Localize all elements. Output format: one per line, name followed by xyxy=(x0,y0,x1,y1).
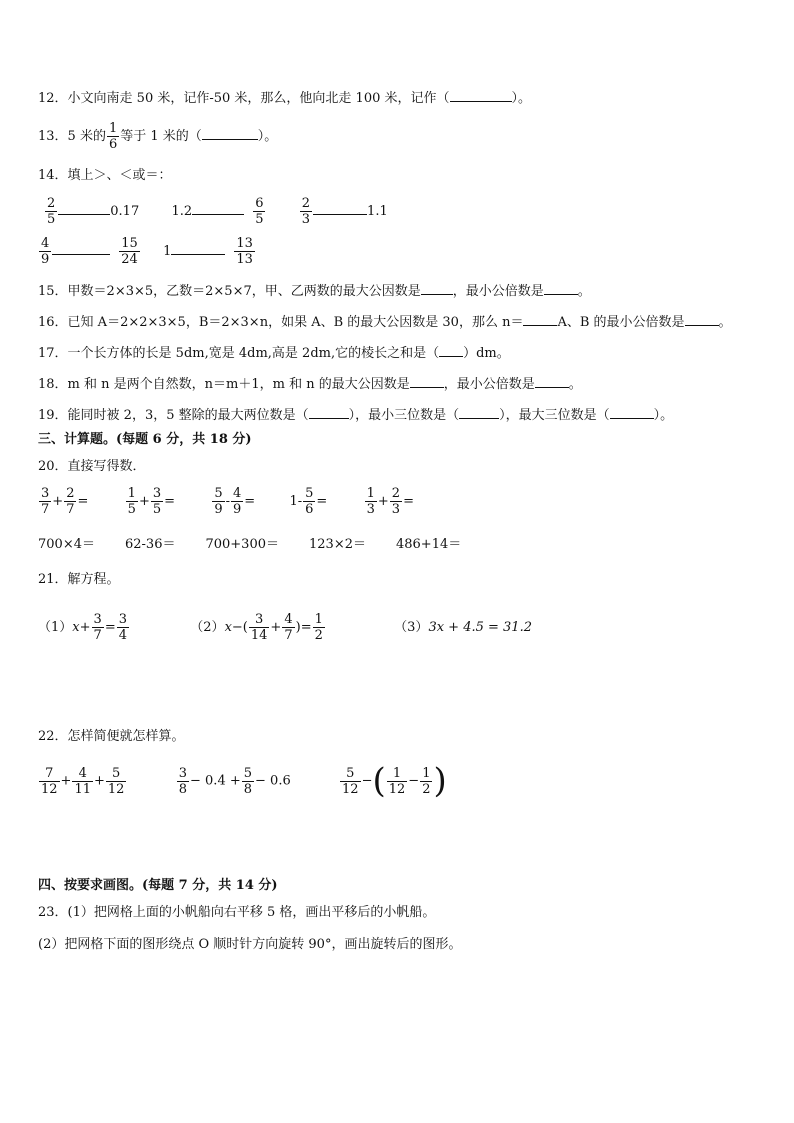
fraction: $\frac{4}{9}$ xyxy=(41,236,50,267)
answer-blank[interactable] xyxy=(202,127,258,140)
answer-blank[interactable] xyxy=(439,344,463,357)
question-20-integers: 700×4＝ 62-36＝ 700+300＝ 123×2＝ 486+14＝ xyxy=(38,537,462,552)
question-12: 12．小文向南走 50 米，记作-50 米，那么，他向北走 100 米，记作（ ）。 xyxy=(38,91,532,106)
question-20-fractions: $\frac{3}{7}$ + $\frac{2}{7}$ = $\frac{1}{5}$ + $\frac{3}{5}$ = $\frac{5}{9}$ - $\frac{4}{9}$ = 1- $\frac{5}{6}$ = $\frac{1}{3}$ + $\frac{2}{3}$ = xyxy=(41,486,414,517)
answer-blank[interactable] xyxy=(685,313,719,326)
question-17: 17．一个长方体的长是 5dm,宽是 4dm,高是 2dm,它的棱长之和是（ ）dm。 xyxy=(38,346,510,361)
answer-blank[interactable] xyxy=(459,406,499,419)
answer-blank[interactable] xyxy=(309,406,349,419)
fraction: $\frac{1}{6}$ xyxy=(108,121,118,152)
question-14: 14．填上＞、＜或＝： xyxy=(38,168,172,183)
question-21-equations: （1）x+ $\frac{3}{7}$ = $\frac{3}{4}$ （2）x−( $\frac{3}{14}$ + $\frac{4}{7}$ )= $\frac{1}{2}$ （3）3x + 4.5 = 31.2 xyxy=(38,612,532,643)
section-3-heading: 三、计算题。(每题 6 分，共 18 分) xyxy=(38,432,252,447)
answer-blank[interactable] xyxy=(313,202,367,215)
question-14-row-1: $\frac{2}{5}$ 0.17 1.2 $\frac{6}{5}$ $\frac{2}{3}$ 1.1 xyxy=(47,196,388,227)
answer-blank[interactable] xyxy=(52,242,110,255)
answer-blank[interactable] xyxy=(58,202,110,215)
question-15: 15．甲数＝2×3×5，乙数＝2×5×7，甲、乙两数的最大公因数是 ，最小公倍数是 。 xyxy=(38,284,591,299)
answer-blank[interactable] xyxy=(410,375,444,388)
question-21: 21．解方程。 xyxy=(38,572,120,587)
fraction: $\frac{15}{24}$ xyxy=(121,236,138,267)
question-18: 18．m 和 n 是两个自然数，n＝m＋1，m 和 n 的最大公因数是 ，最小公倍数是 。 xyxy=(38,377,582,392)
question-20: 20．直接写得数． xyxy=(38,459,146,474)
answer-blank[interactable] xyxy=(192,202,244,215)
fraction: $\frac{2}{3}$ xyxy=(301,196,311,227)
question-14-row-2: $\frac{4}{9}$ $\frac{15}{24}$ 1 $\frac{13}{13}$ xyxy=(41,236,253,267)
fraction: $\frac{6}{5}$ xyxy=(255,196,264,227)
question-22-expressions: $\frac{7}{12}$ + $\frac{4}{11}$ + $\frac{5}{12}$ $\frac{3}{8}$ − 0.4 + $\frac{5}{8}$ − 0.6 $\frac{5}{12}$ −( $\frac{1}{12}$ − $\frac{1}{2}$ ) xyxy=(41,761,447,801)
question-19: 19．能同时被 2，3，5 整除的最大两位数是（ ），最小三位数是（ ），最大三位数是（ ）。 xyxy=(38,408,674,423)
question-13: 13．5 米的 $\frac{1}{6}$ 等于 1 米的（ ）。 xyxy=(38,121,278,152)
question-16: 16．已知 A＝2×2×3×5，B＝2×3×n，如果 A、B 的最大公因数是 30，那么 n＝ A、B 的最小公倍数是 。 xyxy=(38,315,732,330)
question-23-part-2: (2）把网格下面的图形绕点 O 顺时针方向旋转 90°，画出旋转后的图形。 xyxy=(38,937,462,952)
answer-blank[interactable] xyxy=(544,282,578,295)
fraction: $\frac{13}{13}$ xyxy=(236,236,253,267)
answer-blank[interactable] xyxy=(171,242,225,255)
answer-blank[interactable] xyxy=(610,406,654,419)
section-4-heading: 四、按要求画图。(每题 7 分，共 14 分) xyxy=(38,878,278,893)
answer-blank[interactable] xyxy=(535,375,569,388)
fraction: $\frac{2}{5}$ xyxy=(47,196,56,227)
answer-blank[interactable] xyxy=(421,282,453,295)
answer-blank[interactable] xyxy=(450,89,512,102)
question-23-part-1: 23．(1）把网格上面的小帆船向右平移 5 格，画出平移后的小帆船。 xyxy=(38,905,436,920)
question-22: 22．怎样简便就怎样算。 xyxy=(38,729,185,744)
answer-blank[interactable] xyxy=(523,313,557,326)
